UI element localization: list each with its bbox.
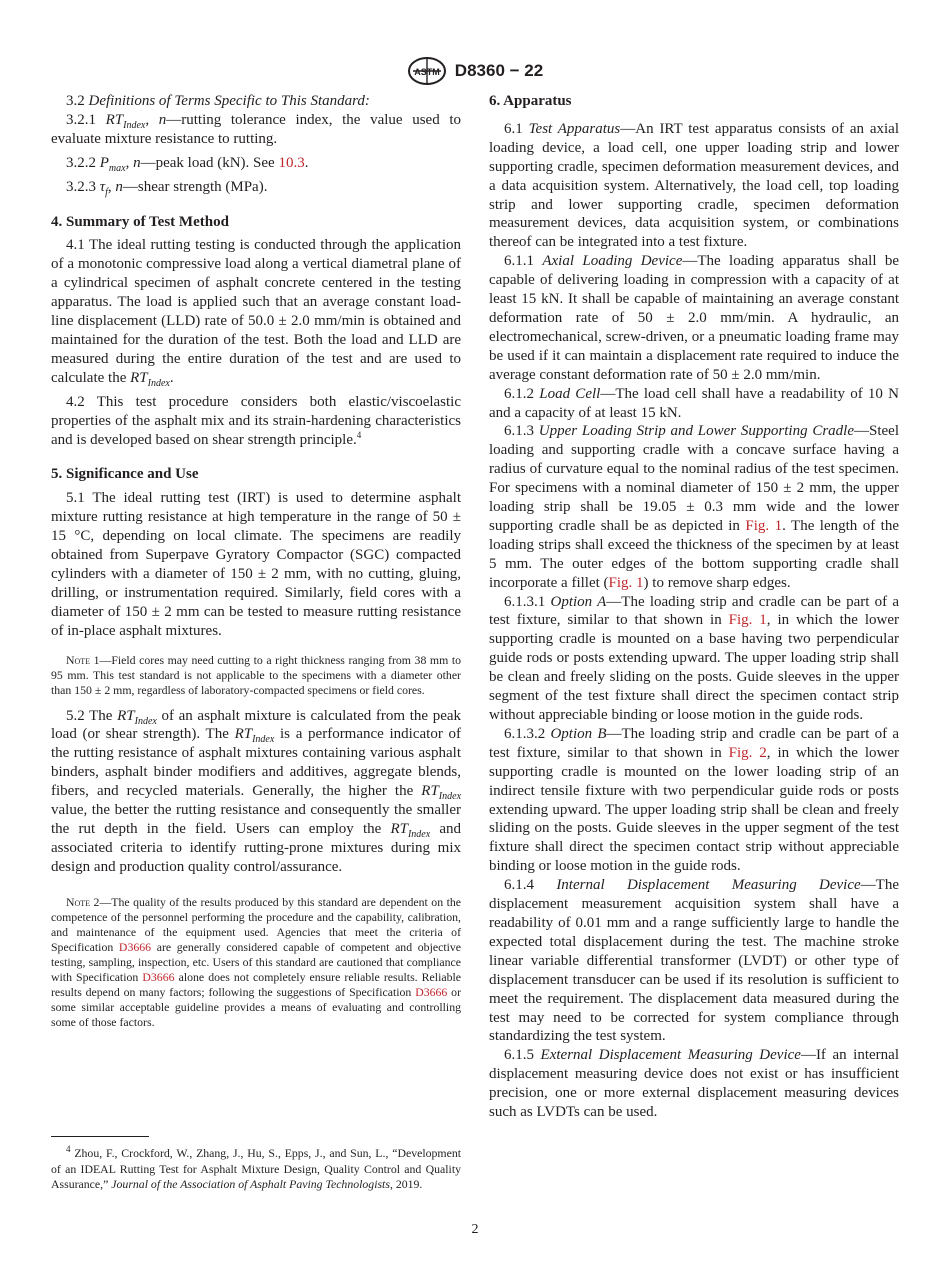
link-fig-2[interactable]: Fig. 2: [728, 744, 767, 761]
footnote-ref[interactable]: 4: [356, 429, 362, 440]
section-3-2: 3.2 Definitions of Terms Specific to This Standard:: [66, 93, 370, 109]
heading-section-6: 6. Apparatus: [489, 93, 572, 109]
section-3-2-2: 3.2.2 $P_{max}$, n—peak load (kN). See 10.3.: [66, 154, 309, 174]
link-10-3[interactable]: 10.3: [278, 154, 305, 171]
paragraph-6-1-3-2: 6.1.3.2 Option B—The loading strip and cradle can be part of a test fixture, similar to that shown in Fig. 2, in which the lower supporting cradle is mounted on the lower loading strip of an indirect tensile fixture with two perpendicular guide rods or posts extending upward. The upper loading strip shall be clean and freely sliding on the posts. Guide sleeves in the upper segment of the test fixture shall direct the specimen contact strip without appreciable binding or loose motion in the guide rods.: [489, 725, 899, 875]
paragraph-4-2: 4.2 This test procedure considers both elastic/viscoelastic properties of the asphalt mix and its strain-hardening characteristics and is developed based on shear strength principle.$^4$: [51, 393, 461, 448]
paragraph-6-1-1: 6.1.1 Axial Loading Device—The loading apparatus shall be capable of delivering loading in compression with a capacity of at least 15 kN. It shall be capable of maintaining an average constant deformation rate of 50 ± 2.0 mm/min. A hydraulic, an electromechanical, screw-driven, or a pneumatic loading frame may be used if it can maintain a displacement rate required to induce the average constant deformation rate of 50 ± 2.0 mm/min.: [489, 253, 900, 383]
section-3-2-1: 3.2.1 $RT_{Index}$, n—rutting tolerance index, the value used to evaluate mixture resistance to rutting.: [51, 111, 461, 147]
astm-logo-icon: [407, 56, 447, 86]
link-d3666[interactable]: D3666: [142, 969, 175, 984]
footnote-4: $^4$ Zhou, F., Crockford, W., Zhang, J., Hu, S., Epps, J., and Sun, L., “Development of an IDEAL Rutting Test for Asphalt Mixture Design, Quality Control and Quality Assurance,” Journal of the Association of Asphalt Paving Technologists, 2019.: [51, 1144, 461, 1191]
paragraph-6-1-3-1: 6.1.3.1 Option A—The loading strip and cradle can be part of a test fixture, similar to that shown in Fig. 1, in which the lower supporting cradle is mounted on a base having two perpendicular guide rods or posts extending upward. The upper loading strip shall be clean and freely sliding on the posts. Guide sleeves in the upper segment of the test fixture shall direct the specimen contact strip without appreciable binding or loose motion in the guide rods.: [489, 593, 900, 723]
section-3-2-3: 3.2.3 $\tau_f$, n—shear strength (MPa).: [66, 178, 268, 198]
heading-section-5: 5. Significance and Use: [51, 466, 199, 483]
link-d3666[interactable]: D3666: [415, 984, 448, 999]
paragraph-6-1-5: 6.1.5 External Displacement Measuring Device—If an internal displacement measuring device does not exist or has insufficient precision, one or more external displacement measuring devices such as LVDTs can be used.: [489, 1047, 899, 1121]
paragraph-4-1: 4.1 The ideal rutting testing is conducted through the application of a monotonic compressive load along a vertical diametral plane of a cylindrical specimen of asphalt concrete centered in the testing apparatus. The load is applied such that an average constant load-line displacement (LLD) rate of 50.0 ± 2.0 mm/min is obtained and maintained for the duration of the test. Both the load and LLD are measured during the entire duration of the test and are used to calculate the $RT_{Index}$.: [51, 237, 461, 389]
heading-section-4: 4. Summary of Test Method: [51, 213, 229, 230]
footnote-divider: [51, 1136, 149, 1137]
svg-text:ASTM: ASTM: [414, 67, 440, 77]
right-column: [489, 92, 899, 1122]
note-1: Note 1—Field cores may need cutting to a right thickness ranging from 38 mm to 95 mm. This test standard is not applicable to the specimens with a diameter other than 150 ± 2 mm, regardless of laboratory-compacted specimens or field cores.: [51, 652, 461, 697]
page-header: [0, 56, 950, 86]
paragraph-6-1-3: 6.1.3 Upper Loading Strip and Lower Supporting Cradle—Steel loading and supporting cradle with a concave surface having a radius of curvature equal to the nominal radius of the test specimen. For specimens with a nominal diameter of 150 ± 2 mm, the upper loading strip shall be 19.05 ± 0.3 mm wide and the lower supporting cradle shall be as depicted in Fig. 1. The length of the loading strips shall exceed the thickness of the specimen by at least 5 mm. The outer edges of the bottom supporting cradle shall incorporate a fillet (Fig. 1) to remove sharp edges.: [489, 423, 900, 591]
paragraph-6-1-2: 6.1.2 Load Cell—The load cell shall have a readability of 10 N and a capacity of at least 15 kN.: [489, 385, 899, 421]
paragraph-6-1-4: 6.1.4 Internal Displacement Measuring Device—The displacement measurement acquisition system shall have a readability of 0.01 mm and a range sufficiently large to handle the expected total displacement during the test. The machine stroke linear variable differential transformer (LVDT) or other type of displacement transducer can be used if its resolution is sufficient to meet the requirement. The displacement data measured during the test may need to be corrected for system compliance through standardizing the test system.: [489, 877, 899, 1045]
page-number: 2: [471, 1222, 479, 1237]
link-fig-1[interactable]: Fig. 1: [728, 612, 767, 629]
link-d3666[interactable]: D3666: [118, 939, 152, 954]
paragraph-5-1: 5.1 The ideal rutting test (IRT) is used to determine asphalt mixture rutting resistance at high temperature in the range of 50 ± 15 °C, depending on local climate. The specimens are readily obtained from Superpave Gyratory Compactor (SGC) compacted cylinders with a diameter of 150 ± 2 mm, with no cutting, gluing, drilling, or instrumentation required. Similarly, field cores with a diameter of 150 ± 2 mm can be tested to measure rutting resistance of in-place asphalt mixtures.: [51, 490, 461, 639]
document-id: D8360 − 22: [454, 61, 544, 80]
left-column: [51, 92, 461, 1039]
link-fig-1[interactable]: Fig. 1: [608, 574, 644, 591]
paragraph-6-1: 6.1 Test Apparatus—An IRT test apparatus consists of an axial loading device, a load cell, one upper loading strip and lower supporting cradle, specimen deformation measurement devices, and a data acquisition system. Alternatively, the load cell, top loading strip and lower supporting cradle, specimen deformation measurement devices, data acquisition system, or combinations thereof can be integrated into a test fixture.: [489, 120, 900, 251]
note-2: Note 2—The quality of the results produced by this standard are dependent on the competence of the personnel performing the procedure and the capability, calibration, and maintenance of the equipment used. Agencies that meet the criteria of Specification D3666 are generally considered capable of competent and objective testing, sampling, inspection, etc. Users of this standard are cautioned that compliance with Specification D3666 alone does not completely ensure reliable results. Reliable results depend on many factors; following the suggestions of Specification D3666 or some similar acceptable guideline provides a means of evaluating and controlling some of those factors.: [51, 894, 462, 1029]
paragraph-5-2: 5.2 The $RT_{Index}$ of an asphalt mixture is calculated from the peak load (or shear strength). The $RT_{Index}$ is a performance indicator of the rutting resistance of asphalt mixtures containing various asphalt binders, asphalt binder modifiers and additives, aggregate blends, fibers, and recycled materials. Generally, the higher the $RT_{Index}$ value, the better the rutting resistance and consequently the smaller the rut depth in the field. Users can employ the $RT_{Index}$ and associated criteria to identify rutting-prone mixtures during mix design and production quality control/assurance.: [51, 707, 462, 875]
link-fig-1[interactable]: Fig. 1: [745, 517, 783, 534]
